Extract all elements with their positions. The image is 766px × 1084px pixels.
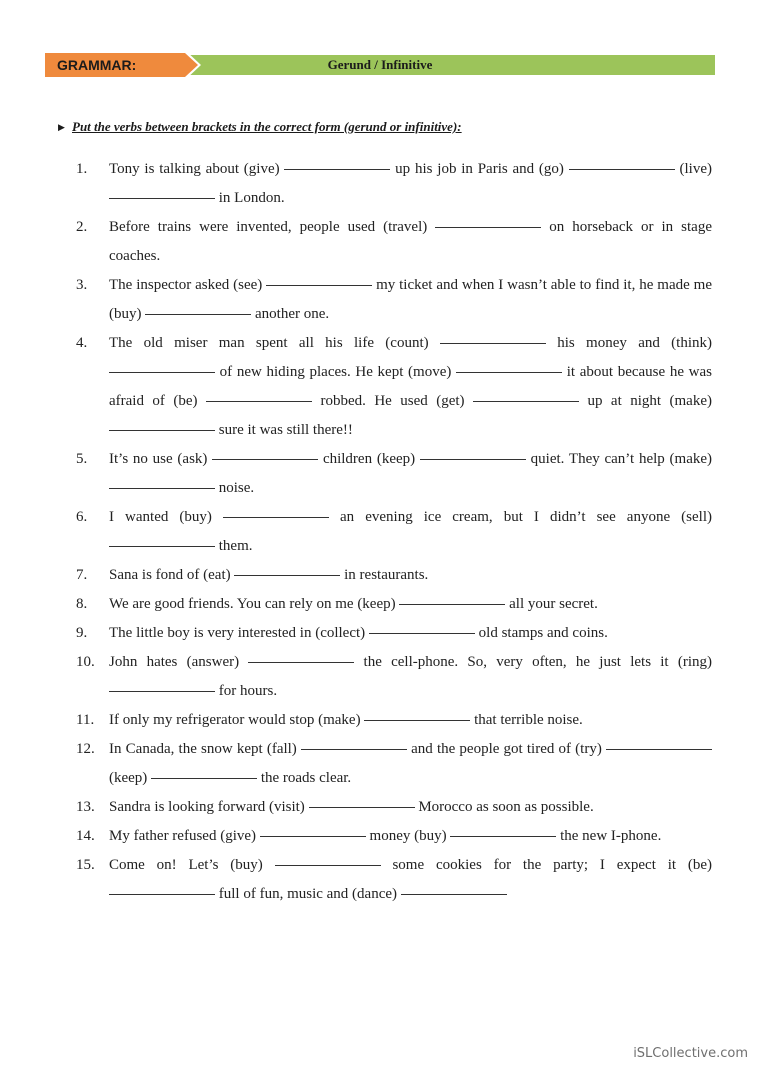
item-text: [109, 213, 712, 271]
item-segment: the cell-phone. So, very often, he just lets it (ring): [354, 654, 712, 670]
answer-blank[interactable]: [450, 835, 556, 837]
item-segment: the roads clear.: [257, 770, 352, 786]
item-segment: Sana is fond of (eat): [109, 567, 235, 583]
exercise-item: [76, 851, 712, 909]
item-segment: In Canada, the snow kept (fall): [109, 741, 301, 757]
item-segment: in restaurants.: [340, 567, 429, 583]
exercise-item: [76, 561, 712, 590]
exercise-item: [76, 793, 712, 822]
answer-blank[interactable]: [266, 284, 372, 286]
item-segment: robbed. He used (get): [312, 393, 474, 409]
answer-blank[interactable]: [309, 806, 415, 808]
answer-blank[interactable]: [145, 313, 251, 315]
watermark: iSLCollective.com: [633, 1046, 748, 1061]
exercise-item: [76, 213, 712, 271]
item-segment: Morocco as soon as possible.: [414, 799, 594, 815]
exercise-item: [76, 329, 712, 445]
answer-blank[interactable]: [260, 835, 366, 837]
item-segment: Tony is talking about (give): [109, 161, 285, 177]
item-segment: It’s no use (ask): [109, 451, 213, 467]
item-segment: full of fun, music and (dance): [215, 886, 401, 902]
item-text: [109, 706, 712, 735]
answer-blank[interactable]: [109, 371, 215, 373]
item-text: [109, 329, 712, 445]
answer-blank[interactable]: [456, 371, 562, 373]
item-number: 5.: [76, 451, 88, 467]
answer-blank[interactable]: [435, 226, 541, 228]
item-number: 1.: [76, 161, 88, 177]
answer-blank[interactable]: [109, 197, 215, 199]
instruction: [58, 119, 462, 135]
answer-blank[interactable]: [399, 603, 505, 605]
item-segment: Sandra is looking forward (visit): [109, 799, 309, 815]
item-text: [109, 793, 712, 822]
item-segment: sure it was still there!!: [215, 422, 353, 438]
bullet-arrow-icon: ▶: [58, 122, 65, 132]
item-segment: that terrible noise.: [470, 712, 583, 728]
instruction-text: Put the verbs between brackets in the correct form (gerund or infinitive):: [72, 119, 462, 134]
item-segment: If only my refrigerator would stop (make): [109, 712, 365, 728]
answer-blank[interactable]: [284, 168, 390, 170]
answer-blank[interactable]: [440, 342, 546, 344]
answer-blank[interactable]: [364, 719, 470, 721]
item-number: 11.: [76, 712, 95, 728]
item-segment: The old miser man spent all his life (count): [109, 335, 440, 351]
item-text: [109, 445, 712, 503]
item-segment: We are good friends. You can rely on me (keep): [109, 596, 400, 612]
item-number: 2.: [76, 219, 88, 235]
item-number: 6.: [76, 509, 88, 525]
answer-blank[interactable]: [248, 661, 354, 663]
exercise-item: [76, 648, 712, 706]
item-segment: of new hiding places. He kept (move): [215, 364, 457, 380]
item-segment: his money and (think): [545, 335, 712, 351]
item-segment: old stamps and coins.: [474, 625, 608, 641]
item-number: 15.: [76, 857, 95, 873]
item-text: [109, 851, 712, 909]
item-segment: Come on! Let’s (buy): [109, 857, 275, 873]
exercise-item: [76, 271, 712, 329]
item-segment: another one.: [251, 306, 330, 322]
grammar-tag: GRAMMAR:: [45, 53, 185, 77]
item-segment: the new I-phone.: [556, 828, 662, 844]
item-text: [109, 590, 712, 619]
worksheet-title: Gerund / Infinitive: [327, 57, 433, 72]
item-segment: money (buy): [365, 828, 451, 844]
exercise-item: [76, 445, 712, 503]
item-number: 10.: [76, 654, 95, 670]
item-segment: it about because he was afraid of (be): [109, 364, 712, 409]
exercise-item: [76, 735, 712, 793]
item-number: 9.: [76, 625, 88, 641]
answer-blank[interactable]: [473, 400, 579, 402]
item-text: [109, 561, 712, 590]
item-segment: The inspector asked (see): [109, 277, 267, 293]
item-segment: in London.: [215, 190, 285, 206]
item-segment: and the people got tired of (try): [406, 741, 606, 757]
item-segment: up at night (make): [579, 393, 712, 409]
item-segment: The little boy is very interested in (collect): [109, 625, 369, 641]
item-number: 14.: [76, 828, 95, 844]
answer-blank[interactable]: [401, 893, 507, 895]
item-text: [109, 648, 712, 706]
item-number: 7.: [76, 567, 88, 583]
item-segment: children (keep): [318, 451, 420, 467]
exercise-item: [76, 706, 712, 735]
item-segment: for hours.: [215, 683, 278, 699]
answer-blank[interactable]: [234, 574, 340, 576]
item-text: [109, 822, 712, 851]
answer-blank[interactable]: [301, 748, 407, 750]
item-segment: some cookies for the party; I expect it (be): [380, 857, 713, 873]
item-number: 4.: [76, 335, 88, 351]
item-number: 13.: [76, 799, 95, 815]
item-segment: (live): [674, 161, 712, 177]
exercise-item: [76, 619, 712, 648]
answer-blank[interactable]: [223, 516, 329, 518]
answer-blank[interactable]: [275, 864, 381, 866]
item-segment: John hates (answer): [109, 654, 249, 670]
item-segment: quiet. They can’t help (make): [525, 451, 713, 467]
answer-blank[interactable]: [569, 168, 675, 170]
item-segment: Before trains were invented, people used (travel): [109, 219, 436, 235]
answer-blank[interactable]: [109, 893, 215, 895]
exercise-item: [76, 503, 712, 561]
header-banner: [45, 53, 715, 77]
item-segment: my ticket and when I wasn’t able to find it, he made me (buy): [109, 277, 712, 322]
item-number: 3.: [76, 277, 88, 293]
item-segment: (keep): [109, 770, 152, 786]
answer-blank[interactable]: [206, 400, 312, 402]
answer-blank[interactable]: [151, 777, 257, 779]
item-segment: noise.: [215, 480, 255, 496]
answer-blank[interactable]: [109, 429, 215, 431]
exercise-item: [76, 590, 712, 619]
item-text: [109, 619, 712, 648]
answer-blank[interactable]: [606, 748, 712, 750]
answer-blank[interactable]: [212, 458, 318, 460]
item-segment: My father refused (give): [109, 828, 260, 844]
item-segment: an evening ice cream, but I didn’t see anyone (sell): [328, 509, 712, 525]
answer-blank[interactable]: [109, 545, 215, 547]
item-number: 12.: [76, 741, 95, 757]
answer-blank[interactable]: [369, 632, 475, 634]
exercise-item: [76, 155, 712, 213]
item-segment: up his job in Paris and (go): [390, 161, 569, 177]
item-text: [109, 503, 712, 561]
exercise-item: [76, 822, 712, 851]
item-text: [109, 155, 712, 213]
item-segment: on horseback or in stage coaches.: [109, 219, 712, 264]
item-text: [109, 735, 712, 793]
item-segment: all your secret.: [505, 596, 598, 612]
item-number: 8.: [76, 596, 88, 612]
answer-blank[interactable]: [109, 690, 215, 692]
item-text: [109, 271, 712, 329]
answer-blank[interactable]: [109, 487, 215, 489]
exercise-list: [76, 155, 712, 909]
answer-blank[interactable]: [420, 458, 526, 460]
item-segment: them.: [215, 538, 253, 554]
item-segment: I wanted (buy): [109, 509, 223, 525]
